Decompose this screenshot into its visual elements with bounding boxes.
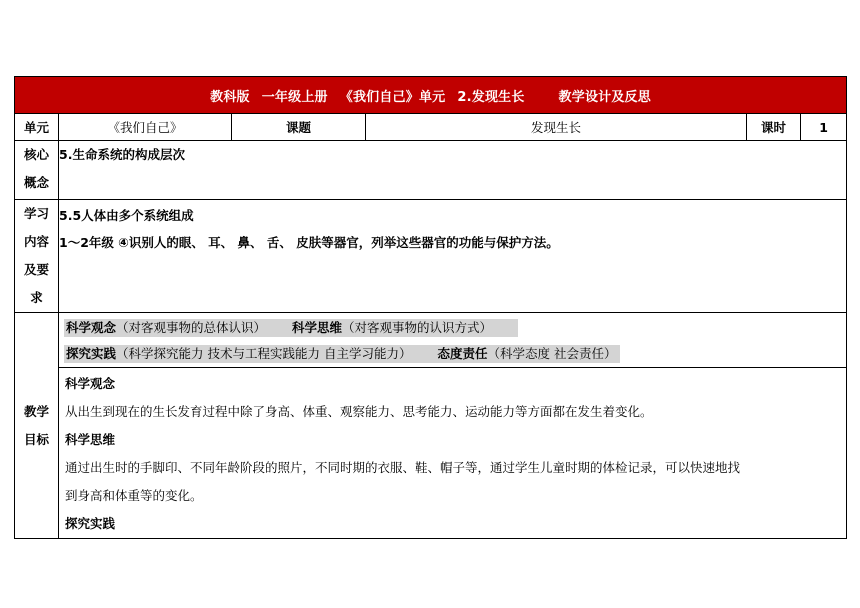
section-thinking-text-line2: 到身高和体重等的变化。 [65,488,203,503]
goal-category-highlight-2 [64,345,620,363]
category-concept-title: 科学观念 [66,320,117,335]
unit-label: 单元 [15,114,59,141]
unit-value: 《我们自己》 [59,114,232,141]
core-label-line2: 概念 [23,175,49,190]
section-concept-text: 从出生到现在的生长发育过程中除了身高、体重、观察能力、思考能力、运动能力等方面都在发生着变化。 [65,404,653,419]
goals-label [15,313,59,539]
req-label-line4: 求 [30,290,43,305]
period-value: 1 [801,114,847,141]
category-thinking-note: （对客观事物的认识方式） [342,320,493,335]
title-unit: 《我们自己》单元 [339,89,446,105]
section-practice-title: 探究实践 [65,516,116,531]
header-row [15,114,847,141]
lesson-plan-table [14,76,847,539]
req-label-line3: 及要 [23,262,49,277]
goals-label-line2: 目标 [23,431,49,447]
req-label-line1: 学习 [23,206,49,221]
period-label: 课时 [747,114,801,141]
category-practice-note: （科学探究能力 技术与工程实践能力 自主学习能力） [116,346,412,361]
goals-label-line1: 教学 [23,403,49,419]
goals-content-cell [59,313,847,539]
category-attitude-note: （科学态度 社会责任） [487,346,617,361]
core-label [15,141,59,200]
goal-details [59,368,846,538]
req-line2: 1～2年级 ④识别人的眼、 耳、 鼻、 舌、 皮肤等器官，列举这些器官的功能与保护方法。 [59,235,559,250]
category-concept-note: （对客观事物的总体认识） [116,320,267,335]
goal-categories-line2 [64,341,846,367]
topic-label: 课题 [232,114,366,141]
goal-categories-line1 [64,315,846,341]
title-lesson: 2.发现生长 [457,89,525,105]
req-line1: 5.5人体由多个系统组成 [59,208,194,223]
requirements-content-cell [59,200,847,313]
title-cell [15,77,847,114]
section-thinking-title: 科学思维 [65,432,116,447]
topic-value: 发现生长 [366,114,747,141]
core-content-cell [59,141,847,200]
goals-row [15,313,847,539]
requirements-label [15,200,59,313]
section-thinking-text-line1: 通过出生时的手脚印、不同年龄阶段的照片，不同时期的衣服、鞋、帽子等，通过学生儿童时期的体检记录，可以快速地找 [65,460,741,475]
title-grade: 一年级上册 [261,89,328,105]
section-concept-title: 科学观念 [65,376,116,391]
category-attitude-title: 态度责任 [437,346,488,361]
core-content: 5.生命系统的构成层次 [59,147,185,162]
category-thinking-title: 科学思维 [292,320,343,335]
category-practice-title: 探究实践 [66,346,117,361]
title-banner [15,77,847,114]
title-edition: 教科版 [210,89,250,105]
core-concept-row [15,141,847,200]
goal-categories-box [59,313,846,368]
title-doc-type: 教学设计及反思 [558,89,651,105]
requirements-row [15,200,847,313]
goal-category-highlight-1 [64,319,518,337]
core-label-line1: 核心 [23,147,49,162]
req-label-line2: 内容 [23,234,49,249]
